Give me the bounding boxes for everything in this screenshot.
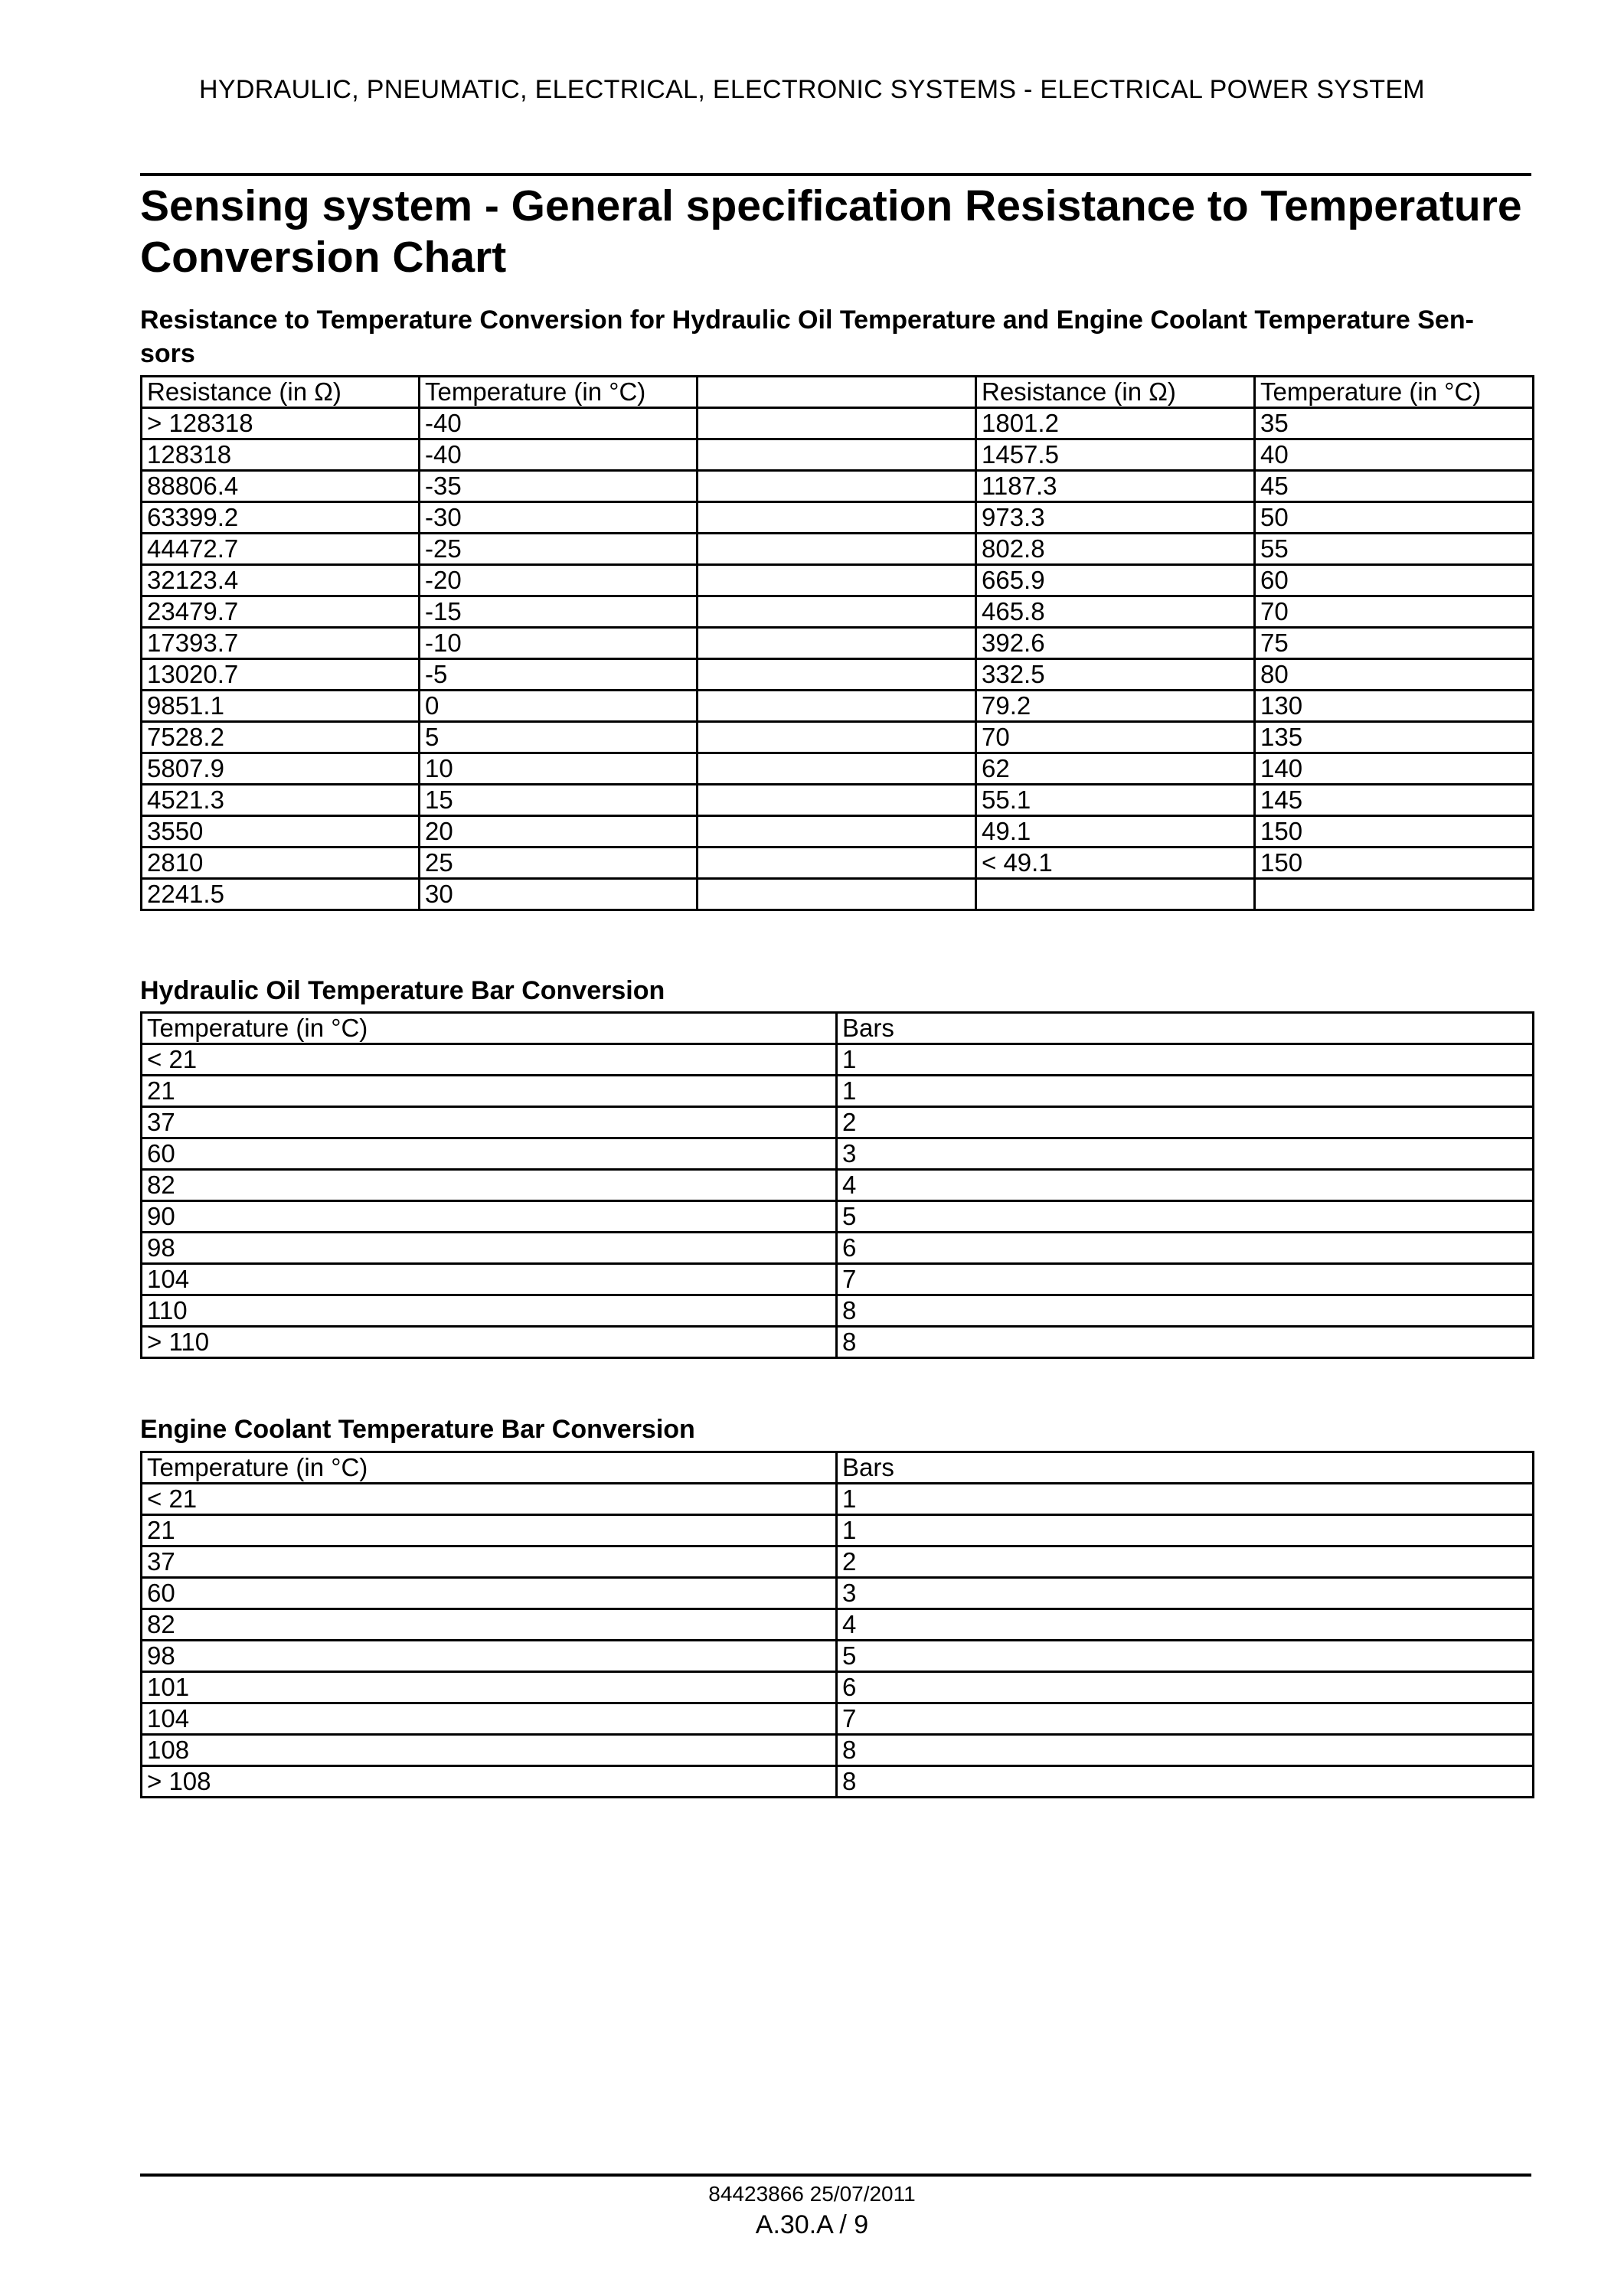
table-cell: 104 [142, 1264, 837, 1295]
table-cell: 62 [976, 753, 1255, 785]
table-row [142, 1201, 1534, 1233]
table-cell: 98 [142, 1641, 837, 1672]
table-cell [698, 879, 976, 910]
table-row [142, 408, 1534, 439]
table-cell: 30 [420, 879, 698, 910]
resistance-temperature-table [140, 375, 1534, 911]
table-cell: 79.2 [976, 691, 1255, 722]
table-cell: 37 [142, 1546, 837, 1578]
table-cell: 0 [420, 691, 698, 722]
table-cell: 8 [837, 1295, 1534, 1327]
table-cell [698, 596, 976, 628]
table-cell: 10 [420, 753, 698, 785]
table-cell: 55.1 [976, 785, 1255, 816]
top-divider [140, 173, 1531, 176]
table-cell: 140 [1255, 753, 1534, 785]
table-cell: -15 [420, 596, 698, 628]
table-cell: 75 [1255, 628, 1534, 659]
table-cell: 150 [1255, 848, 1534, 879]
column-header: Bars [837, 1013, 1534, 1044]
table-cell: 150 [1255, 816, 1534, 848]
table-cell: 8 [837, 1327, 1534, 1358]
page-title-line2: Conversion Chart [140, 233, 507, 282]
table-cell: 15 [420, 785, 698, 816]
table-row [142, 1672, 1534, 1703]
table-cell: 392.6 [976, 628, 1255, 659]
table-cell [698, 848, 976, 879]
table-cell: 60 [1255, 565, 1534, 596]
table-cell: 7 [837, 1703, 1534, 1735]
table-cell [1255, 879, 1534, 910]
column-header: Temperature (in °C) [142, 1013, 837, 1044]
table-row [142, 565, 1534, 596]
table-cell: 6 [837, 1672, 1534, 1703]
table-cell: 98 [142, 1233, 837, 1264]
table-row [142, 785, 1534, 816]
table-cell [698, 659, 976, 691]
table-row [142, 722, 1534, 753]
table-cell: 665.9 [976, 565, 1255, 596]
table-cell: 1187.3 [976, 471, 1255, 502]
table-row [142, 471, 1534, 502]
table-cell: 3 [837, 1578, 1534, 1609]
table-row [142, 1076, 1534, 1107]
table-row [142, 1138, 1534, 1170]
table-cell: > 110 [142, 1327, 837, 1358]
table-cell: -35 [420, 471, 698, 502]
table-cell: -40 [420, 408, 698, 439]
table-cell: 3550 [142, 816, 420, 848]
resistance-heading-line2: sors [140, 339, 195, 368]
table-cell: 8 [837, 1735, 1534, 1766]
table-row [142, 596, 1534, 628]
table-cell: 1801.2 [976, 408, 1255, 439]
table-cell: -30 [420, 502, 698, 534]
table-cell: 23479.7 [142, 596, 420, 628]
table-cell [698, 534, 976, 565]
engine-coolant-bar-table [140, 1451, 1534, 1798]
table-cell: 45 [1255, 471, 1534, 502]
table-cell: > 128318 [142, 408, 420, 439]
table-cell [698, 408, 976, 439]
table-row [142, 439, 1534, 471]
page-number: A.30.A / 9 [755, 2210, 869, 2239]
table-cell: < 21 [142, 1044, 837, 1076]
resistance-heading-line1: Resistance to Temperature Conversion for Hydraulic Oil Temperature and Engine Coolant Temperature Sen- [140, 305, 1474, 335]
table-row [142, 1044, 1534, 1076]
table-cell: 1 [837, 1044, 1534, 1076]
table-row [142, 753, 1534, 785]
page-title-line1: Sensing system - General specification Resistance to Temperature [140, 181, 1522, 230]
table-cell: 2 [837, 1546, 1534, 1578]
table-cell: 55 [1255, 534, 1534, 565]
table-row [142, 1641, 1534, 1672]
table-cell: 7 [837, 1264, 1534, 1295]
table-cell: 135 [1255, 722, 1534, 753]
table-cell: 145 [1255, 785, 1534, 816]
table-cell: 6 [837, 1233, 1534, 1264]
coolant-table-heading: Engine Coolant Temperature Bar Conversion [140, 1415, 695, 1444]
table-cell [976, 879, 1255, 910]
table-cell: 25 [420, 848, 698, 879]
table-cell: 21 [142, 1515, 837, 1546]
table-header-row [142, 1452, 1534, 1484]
table-cell: 70 [976, 722, 1255, 753]
table-row [142, 848, 1534, 879]
table-row [142, 1735, 1534, 1766]
table-cell: 32123.4 [142, 565, 420, 596]
table-cell [698, 565, 976, 596]
table-cell: 104 [142, 1703, 837, 1735]
column-header: Bars [837, 1452, 1534, 1484]
table-row [142, 1295, 1534, 1327]
table-cell: 1 [837, 1076, 1534, 1107]
table-cell: 108 [142, 1735, 837, 1766]
table-cell [698, 785, 976, 816]
table-cell: < 49.1 [976, 848, 1255, 879]
table-cell: 1 [837, 1484, 1534, 1515]
table-cell: 88806.4 [142, 471, 420, 502]
table-cell: 2241.5 [142, 879, 420, 910]
table-row [142, 1233, 1534, 1264]
table-row [142, 1107, 1534, 1138]
table-row [142, 534, 1534, 565]
table-cell: -5 [420, 659, 698, 691]
table-cell [698, 502, 976, 534]
column-header: Resistance (in Ω) [142, 377, 420, 408]
running-head: HYDRAULIC, PNEUMATIC, ELECTRICAL, ELECTRONIC SYSTEMS - ELECTRICAL POWER SYSTEM [199, 75, 1425, 104]
table-row [142, 1327, 1534, 1358]
table-row [142, 879, 1534, 910]
table-cell: 5 [420, 722, 698, 753]
table-cell: 4521.3 [142, 785, 420, 816]
table-cell: -10 [420, 628, 698, 659]
document-reference: 84423866 25/07/2011 [708, 2182, 916, 2206]
table-cell: 60 [142, 1578, 837, 1609]
table-cell: 1457.5 [976, 439, 1255, 471]
table-row [142, 1170, 1534, 1201]
table-cell: 50 [1255, 502, 1534, 534]
table-row [142, 691, 1534, 722]
table-cell: 8 [837, 1766, 1534, 1798]
table-cell [698, 471, 976, 502]
table-row [142, 816, 1534, 848]
table-cell: 90 [142, 1201, 837, 1233]
table-cell: 332.5 [976, 659, 1255, 691]
table-row [142, 1484, 1534, 1515]
column-header [698, 377, 976, 408]
resistance-table-heading [140, 303, 1541, 371]
table-row [142, 1609, 1534, 1641]
table-row [142, 1515, 1534, 1546]
table-cell: 130 [1255, 691, 1534, 722]
table-cell: 2 [837, 1107, 1534, 1138]
column-header: Temperature (in °C) [420, 377, 698, 408]
hydraulic-table-heading: Hydraulic Oil Temperature Bar Conversion [140, 976, 665, 1005]
hydraulic-oil-bar-table [140, 1011, 1534, 1359]
table-row [142, 628, 1534, 659]
table-cell: 7528.2 [142, 722, 420, 753]
table-cell: 13020.7 [142, 659, 420, 691]
table-cell: 9851.1 [142, 691, 420, 722]
table-cell [698, 753, 976, 785]
table-cell: > 108 [142, 1766, 837, 1798]
table-row [142, 1578, 1534, 1609]
table-cell: 101 [142, 1672, 837, 1703]
table-cell: 40 [1255, 439, 1534, 471]
table-cell: 82 [142, 1170, 837, 1201]
bottom-divider [140, 2174, 1531, 2177]
table-row [142, 1546, 1534, 1578]
table-cell [698, 691, 976, 722]
column-header: Temperature (in °C) [142, 1452, 837, 1484]
table-cell: 21 [142, 1076, 837, 1107]
table-cell [698, 722, 976, 753]
table-cell: 3 [837, 1138, 1534, 1170]
table-row [142, 502, 1534, 534]
table-cell: 20 [420, 816, 698, 848]
table-cell: 44472.7 [142, 534, 420, 565]
table-cell: 49.1 [976, 816, 1255, 848]
table-cell: 465.8 [976, 596, 1255, 628]
table-cell: -25 [420, 534, 698, 565]
table-cell: 80 [1255, 659, 1534, 691]
table-cell: 5 [837, 1201, 1534, 1233]
table-cell: 82 [142, 1609, 837, 1641]
table-cell: 4 [837, 1609, 1534, 1641]
column-header: Resistance (in Ω) [976, 377, 1255, 408]
table-cell [698, 816, 976, 848]
table-row [142, 1703, 1534, 1735]
table-cell: 4 [837, 1170, 1534, 1201]
table-cell: 63399.2 [142, 502, 420, 534]
table-cell: 1 [837, 1515, 1534, 1546]
table-cell: 17393.7 [142, 628, 420, 659]
table-cell: -20 [420, 565, 698, 596]
table-header-row [142, 377, 1534, 408]
table-cell: 973.3 [976, 502, 1255, 534]
table-cell: 70 [1255, 596, 1534, 628]
table-cell: 37 [142, 1107, 837, 1138]
table-cell: 128318 [142, 439, 420, 471]
page-title [140, 181, 1541, 283]
column-header: Temperature (in °C) [1255, 377, 1534, 408]
table-cell: 802.8 [976, 534, 1255, 565]
table-cell: 2810 [142, 848, 420, 879]
table-cell: 5 [837, 1641, 1534, 1672]
table-row [142, 1264, 1534, 1295]
table-cell: 35 [1255, 408, 1534, 439]
table-cell: < 21 [142, 1484, 837, 1515]
table-row [142, 1766, 1534, 1798]
table-cell [698, 439, 976, 471]
table-header-row [142, 1013, 1534, 1044]
table-row [142, 659, 1534, 691]
table-cell: -40 [420, 439, 698, 471]
table-cell: 60 [142, 1138, 837, 1170]
table-cell [698, 628, 976, 659]
table-cell: 110 [142, 1295, 837, 1327]
table-cell: 5807.9 [142, 753, 420, 785]
